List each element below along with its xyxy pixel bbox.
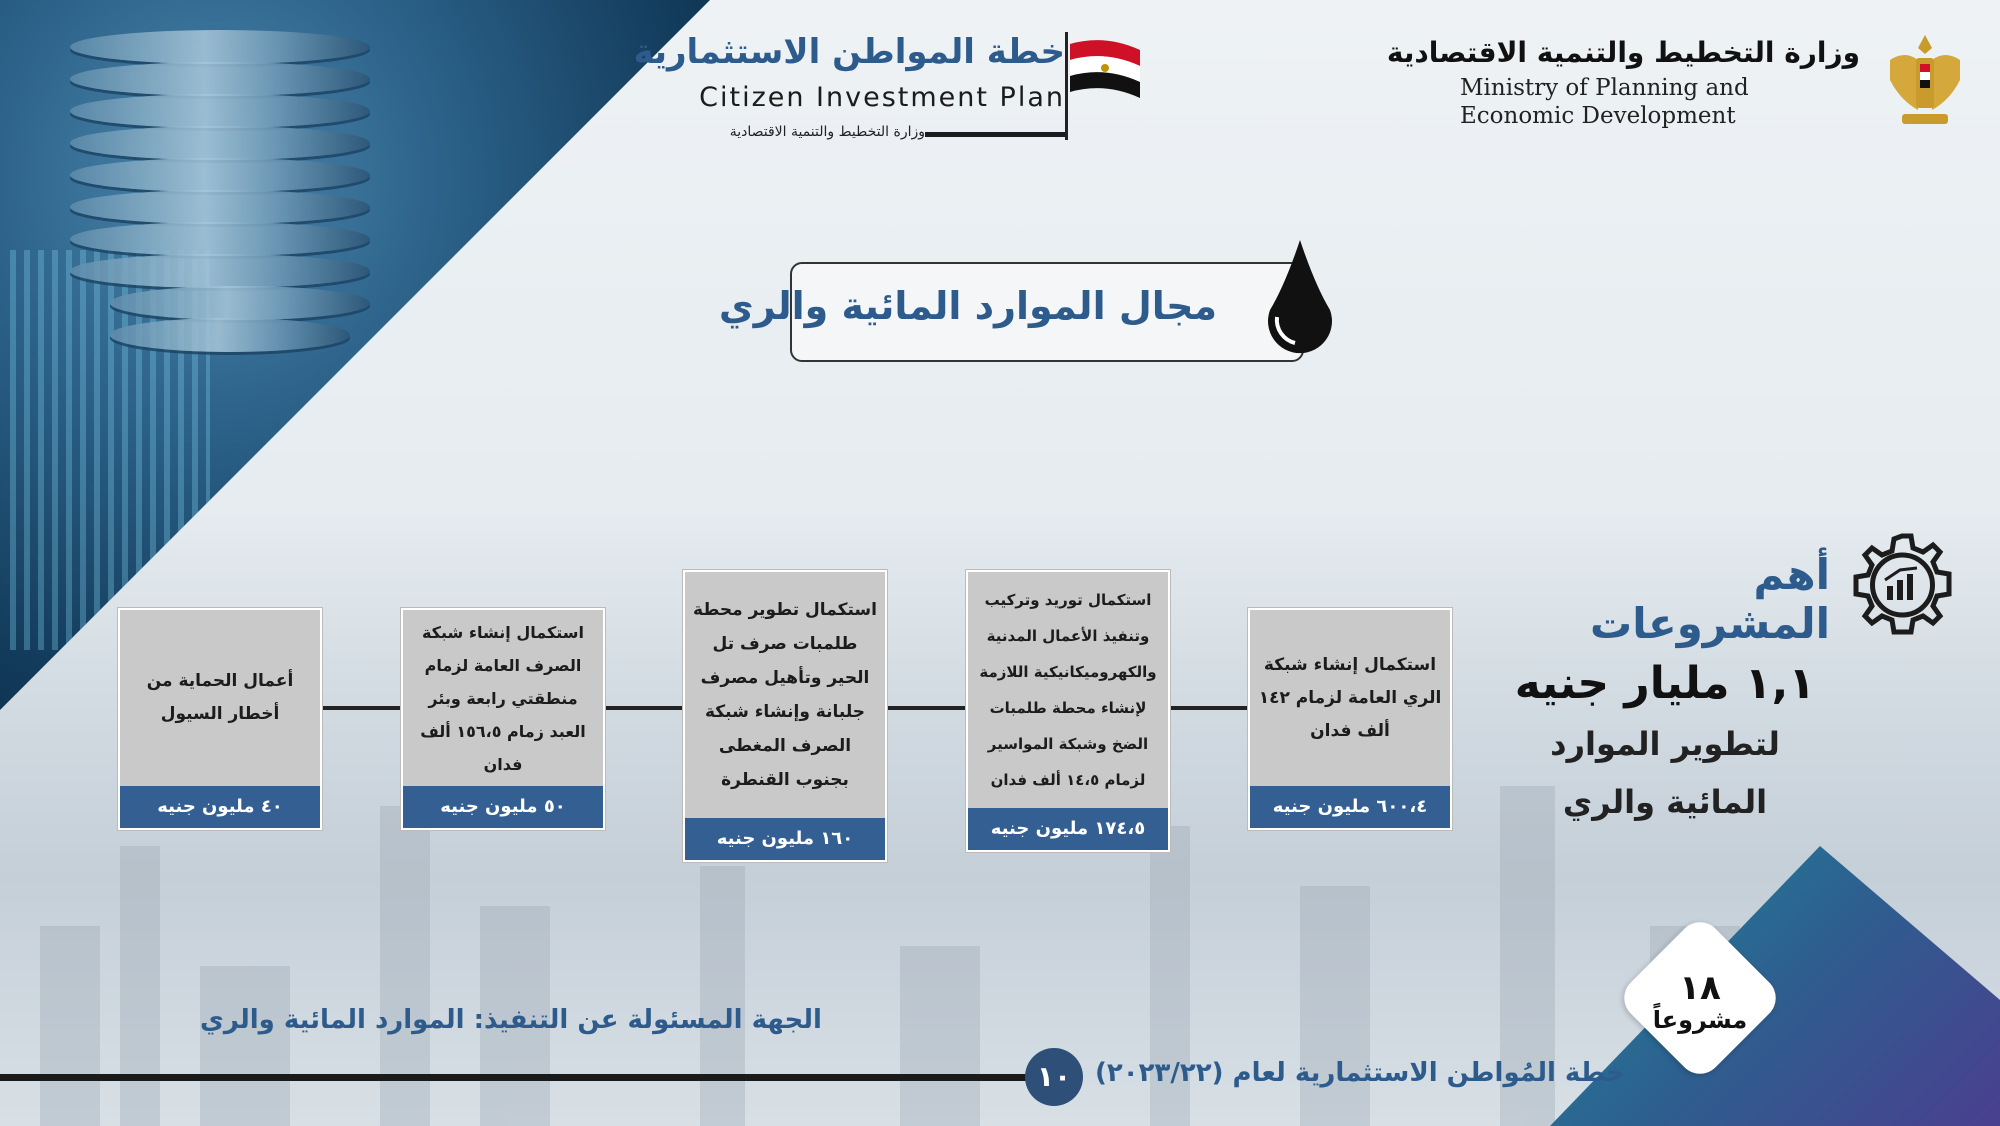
- plan-subtitle-ar: وزارة التخطيط والتنمية الاقتصادية: [729, 124, 925, 140]
- project-card: [966, 570, 1170, 852]
- page-number: ١٠: [1025, 1048, 1083, 1106]
- project-card: [401, 608, 605, 830]
- implementing-agency: الجهة المسئولة عن التنفيذ: الموارد المائية والري: [200, 1005, 822, 1035]
- gear-chart-icon: [1845, 528, 1960, 643]
- ministry-name-ar: وزارة التخطيط والتنمية الاقتصادية: [1386, 36, 1860, 69]
- ministry-name-en: Ministry of Planning and Economic Development: [1460, 75, 1749, 129]
- project-description: استكمال توريد وتركيب وتنفيذ الأعمال المدنية والكهروميكانيكية اللازمة لإنشاء محطة طلمبات الضخ وشبكة المواسير لزمام ١٤،٥ ألف فدان: [979, 591, 1157, 789]
- project-amount: ٤٠ مليون جنيه: [120, 786, 320, 828]
- project-card: [683, 570, 887, 862]
- footer-line: [0, 1074, 1040, 1081]
- projects-count: [1620, 970, 1780, 1034]
- summary-amount: ١,١ مليار جنيه: [1514, 658, 1816, 709]
- ministry-logo: [1386, 30, 1970, 140]
- project-description: أعمال الحماية من أخطار السيول: [146, 671, 294, 724]
- project-description: استكمال إنشاء شبكة الري العامة لزمام ١٤٢ ألف فدان: [1258, 654, 1442, 741]
- plan-title-en: Citizen Investment Plan: [699, 82, 1065, 113]
- egypt-flag-icon: [1070, 40, 1140, 100]
- project-description: استكمال تطوير محطة طلمبات صرف تل الحير وتأهيل مصرف جلبانة وإنشاء شبكة الصرف المغطى بجنوب القنطرة: [693, 600, 877, 790]
- summary-heading: أهم المشروعات: [1590, 550, 1830, 648]
- project-amount: ١٦٠ مليون جنيه: [685, 818, 885, 860]
- projects-count-number: ١٨: [1679, 968, 1721, 1008]
- plan-logo-underline: [925, 132, 1065, 137]
- project-card: [118, 608, 322, 830]
- project-description: استكمال إنشاء شبكة الصرف العامة لزمام منطقتي رابعة وبئر العبد زمام ١٥٦،٥ ألف فدان: [420, 622, 586, 774]
- water-drop-icon: [1255, 235, 1345, 365]
- plan-logo: [633, 32, 1150, 152]
- project-amount: ٥٠ مليون جنيه: [403, 786, 603, 828]
- summary-description-2: المائية والري: [1562, 783, 1768, 821]
- flag-pole: [1065, 32, 1068, 140]
- eagle-emblem-icon: [1880, 30, 1970, 130]
- plan-title-ar: خطة المواطن الاستثمارية: [633, 32, 1065, 72]
- plan-year-footer: خطة المُواطن الاستثمارية لعام (٢٠٢٣/٢٢): [1095, 1058, 1625, 1088]
- project-card: [1248, 608, 1452, 830]
- summary-description-1: لتطوير الموارد: [1550, 725, 1780, 763]
- section-title: مجال الموارد المائية والري: [718, 284, 1217, 328]
- project-amount: ٦٠٠،٤ مليون جنيه: [1250, 786, 1450, 828]
- section-title-box: [718, 262, 1304, 362]
- projects-count-label: مشروعاً: [1652, 1006, 1748, 1034]
- summary-panel: [1500, 550, 1830, 831]
- project-amount: ١٧٤،٥ مليون جنيه: [968, 808, 1168, 850]
